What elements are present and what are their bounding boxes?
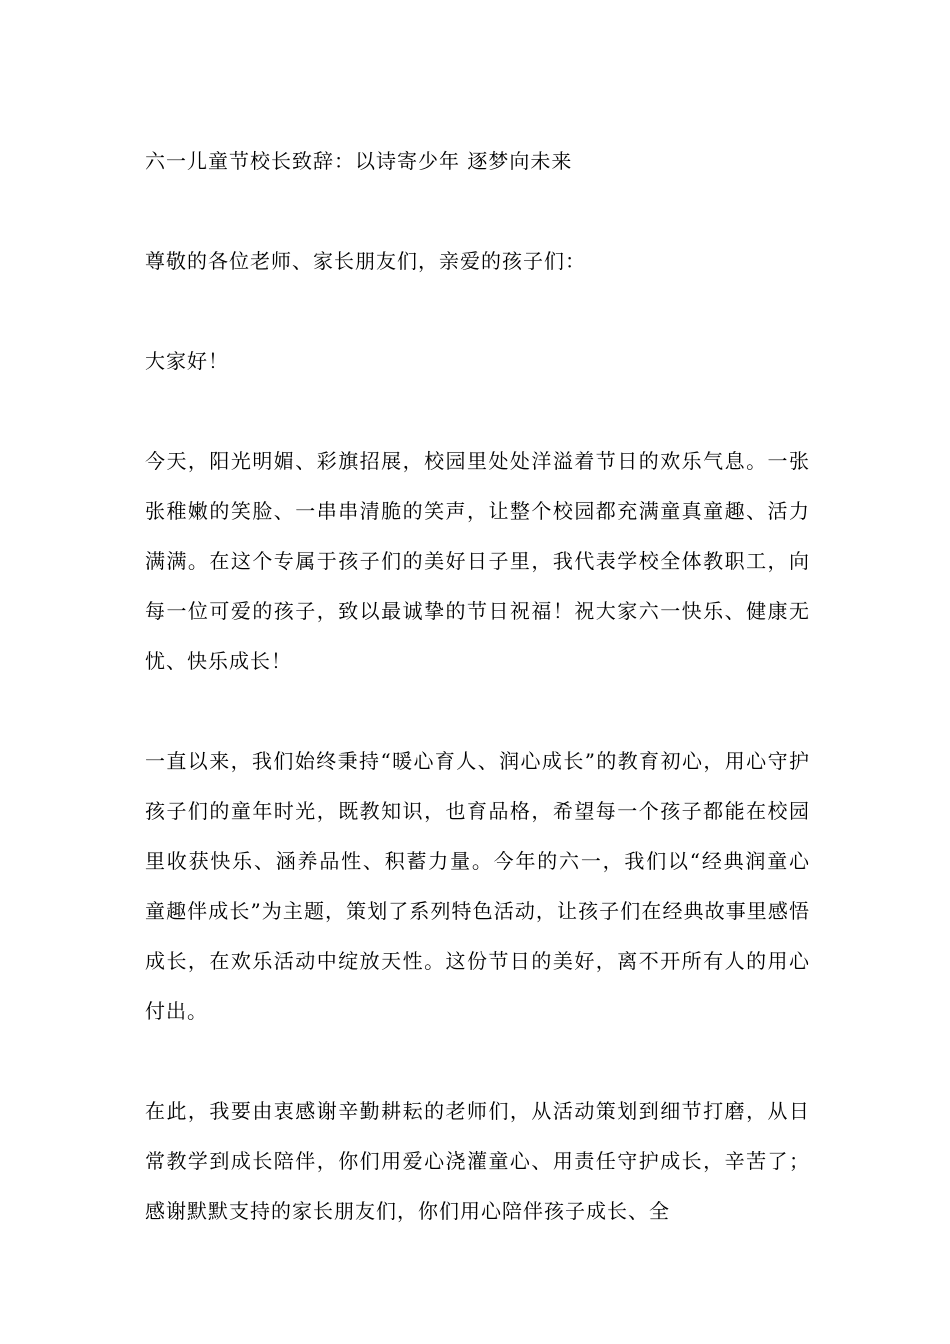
- document-body: [145, 136, 810, 1286]
- document-title: 六一儿童节校长致辞：以诗寄少年 逐梦向未来: [145, 149, 573, 173]
- greeting: 大家好！: [145, 349, 229, 373]
- paragraph-2: 一直以来，我们始终秉持“暖心育人、润心成长”的教育初心，用心守护孩子们的童年时光，既教知识，也育品格，希望每一个孩子都能在校园里收获快乐、涵养品性、积蓄力量。今年的六一，我们以“经典润童心 童趣伴成长”为主题，策划了系列特色活动，让孩子们在经典故事里感悟成长，在欢乐活动中绽放天性。这份节日的美好，离不开所有人的用心付出。: [145, 749, 810, 1023]
- paragraph-3: 在此，我要由衷感谢辛勤耕耘的老师们，从活动策划到细节打磨，从日常教学到成长陪伴，你们用爱心浇灌童心、用责任守护成长，辛苦了；感谢默默支持的家长朋友们，你们用心陪伴孩子成长、全: [145, 1099, 810, 1223]
- salutation: 尊敬的各位老师、家长朋友们，亲爱的孩子们：: [145, 249, 586, 273]
- paragraph-1: 今天，阳光明媚、彩旗招展，校园里处处洋溢着节日的欢乐气息。一张张稚嫩的笑脸、一串串清脆的笑声，让整个校园都充满童真童趣、活力满满。在这个专属于孩子们的美好日子里，我代表学校全体教职工，向每一位可爱的孩子，致以最诚挚的节日祝福！祝大家六一快乐、健康无忧、快乐成长！: [145, 449, 810, 673]
